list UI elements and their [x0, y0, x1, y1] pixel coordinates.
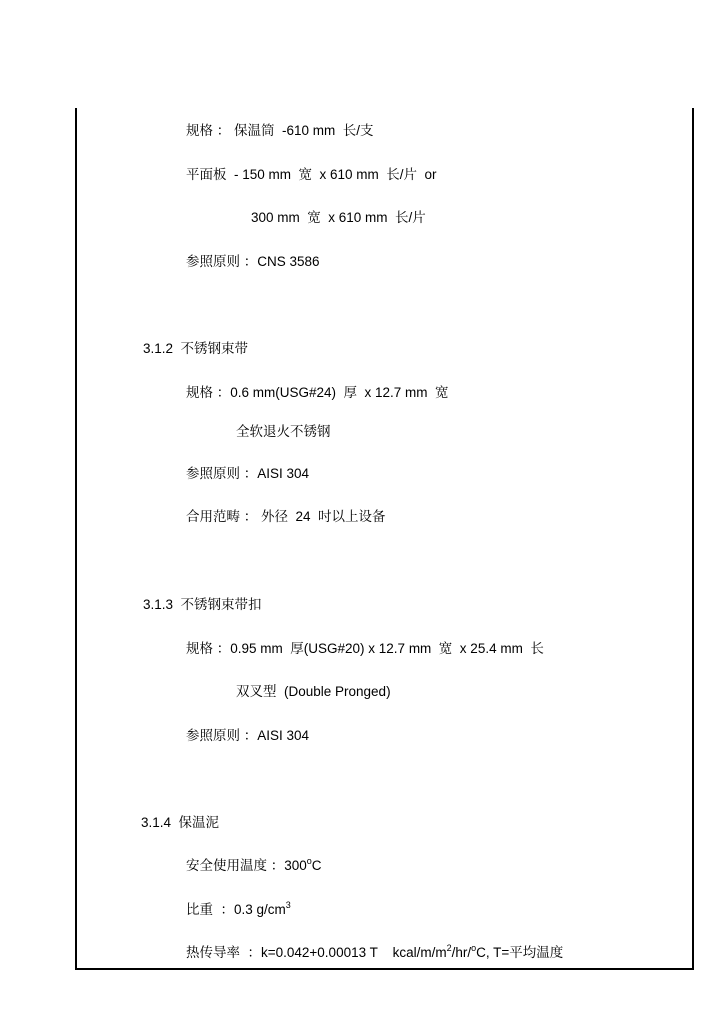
section-3-1-2-reference: 参照原则 ：AISI 304	[186, 466, 310, 481]
section-3-1-3-spec: 规格 ：0.95 mm 厚(USG#20) x 12.7 mm 宽 x 25.4 mm 长	[186, 641, 544, 656]
insulation-pipe-reference: 参照原则 ：CNS 3586	[186, 254, 320, 269]
density-label: 比重 ：0.3 g/cm	[186, 902, 286, 917]
conductivity-unit-mid: /hr/	[451, 945, 472, 960]
degree-superscript: o	[306, 855, 312, 866]
section-3-1-2-material: 全软退火不锈钢	[236, 424, 331, 439]
celsius-unit: C	[311, 858, 322, 873]
conductivity-formula: 热传导率 ：k=0.042+0.00013 T kcal/m/m	[186, 945, 447, 960]
safe-temperature-label: 安全使用温度 ：300	[186, 858, 307, 873]
safe-temperature-line	[186, 857, 322, 875]
flat-board-spec-line2: 300 mm 宽 x 610 mm 长/片	[251, 210, 426, 225]
flat-board-spec-line1: 平面板 - 150 mm 宽 x 610 mm 长/片 or	[186, 167, 437, 182]
insulation-pipe-spec: 规格 ： 保温筒 -610 mm 长/支	[186, 123, 374, 138]
section-3-1-3-reference: 参照原则 ：AISI 304	[186, 728, 310, 743]
density-line	[186, 901, 291, 919]
section-3-1-2-spec: 规格 ：0.6 mm(USG#24) 厚 x 12.7 mm 宽	[186, 385, 449, 400]
conductivity-unit-end: C, T=平均温度	[476, 945, 564, 960]
document-frame	[75, 108, 694, 970]
section-3-1-3-heading: 3.1.3 不锈钢束带扣	[143, 597, 262, 612]
square-superscript: 2	[446, 942, 452, 953]
section-3-1-4-heading: 3.1.4 保温泥	[141, 815, 220, 830]
section-3-1-3-type: 双叉型 (Double Pronged)	[236, 684, 391, 699]
cubic-superscript: 3	[285, 899, 291, 910]
degree-superscript-2: o	[471, 942, 477, 953]
conductivity-line	[186, 944, 563, 962]
section-3-1-2-heading: 3.1.2 不锈钢束带	[143, 341, 249, 356]
section-3-1-2-scope: 合用范畴 ： 外径 24 吋以上设备	[186, 509, 386, 524]
